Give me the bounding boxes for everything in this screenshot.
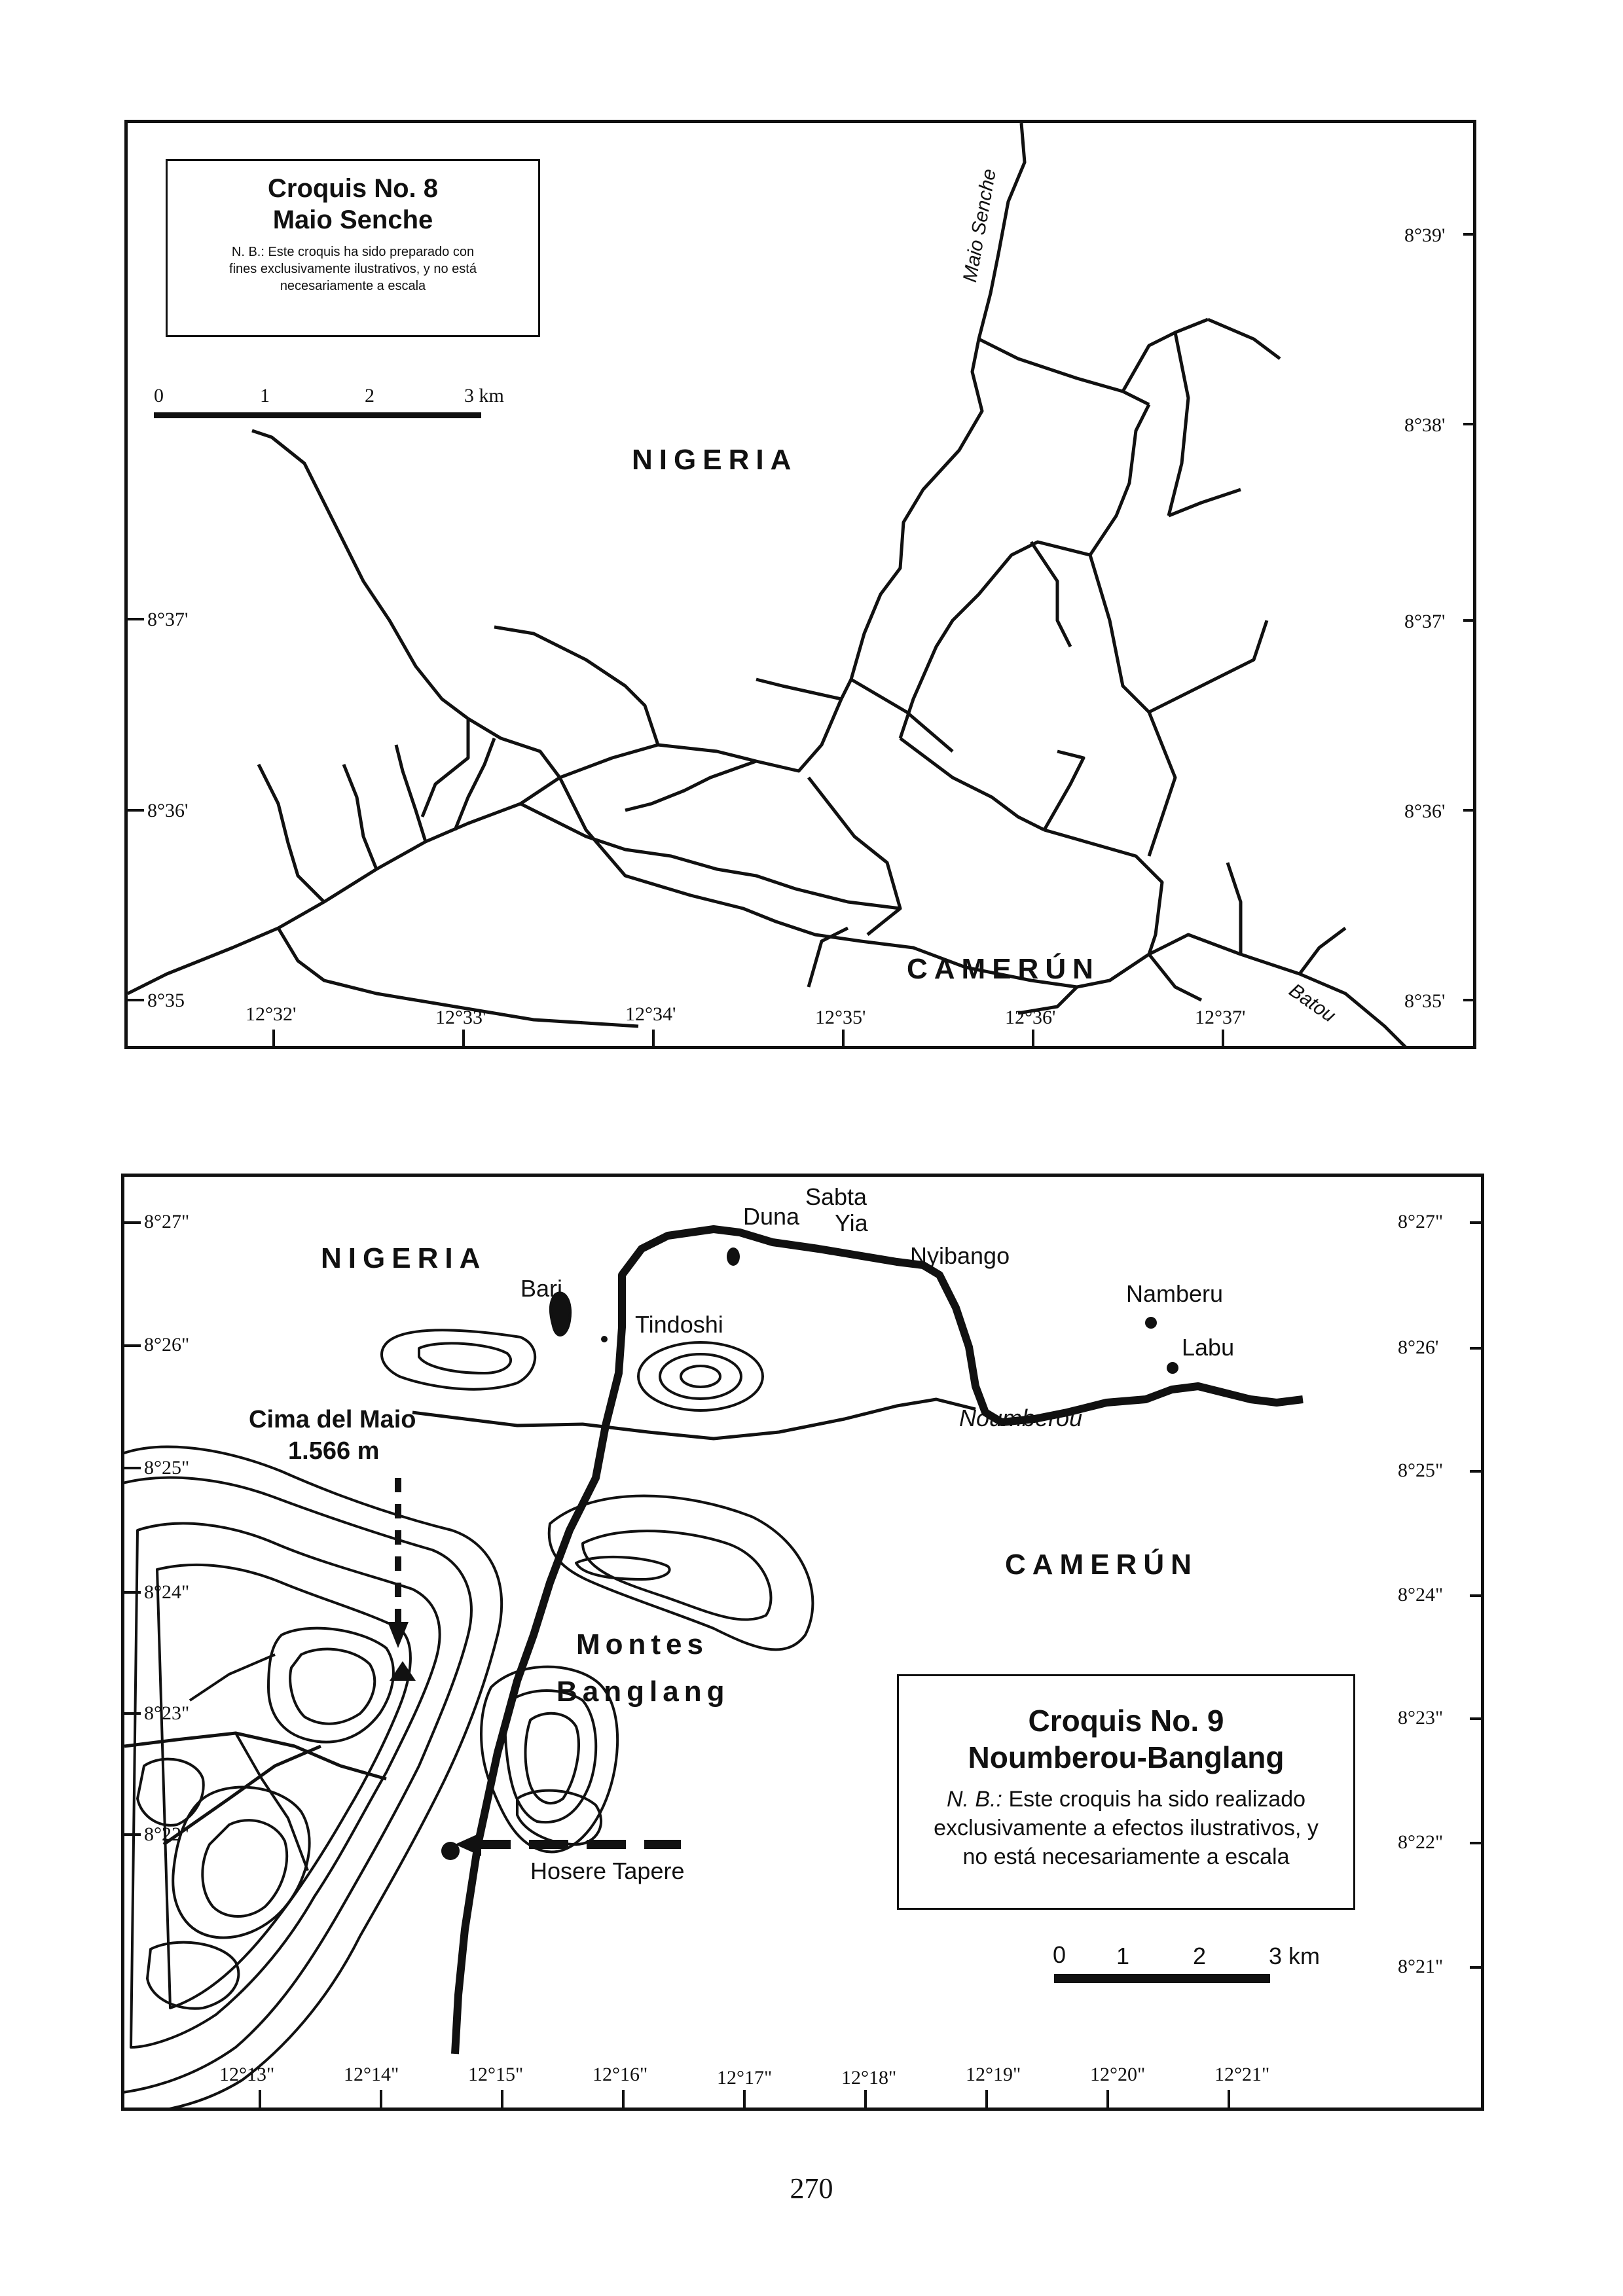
map2-note-text: Este croquis ha sido realizado exclusivamente a efectos ilustrativos, y no está necesariamente a escala — [934, 1787, 1319, 1869]
lon2-bottom-5: 12°18" — [841, 2067, 897, 2089]
lon2-bottom-0: 12°13" — [219, 2064, 275, 2085]
river-label-noumberou: Noumberou — [959, 1405, 1083, 1431]
river-branch — [900, 738, 1044, 830]
lon2-bottom-2: 12°15" — [468, 2064, 524, 2085]
lat2-left-5: 8°22" — [144, 1823, 190, 1845]
river-branch — [1169, 332, 1188, 516]
map2-note-prefix: N. B.: — [946, 1787, 1002, 1812]
lat2-right-4: 8°23" — [1398, 1707, 1444, 1729]
lon-bottom-0: 12°32' — [246, 1003, 297, 1025]
lon2-bottom-4: 12°17" — [717, 2067, 773, 2089]
scale2-tick-1: 1 — [1116, 1943, 1130, 1969]
lat2-left-3: 8°24" — [144, 1581, 190, 1603]
river-branch — [1044, 830, 1162, 954]
river-branch — [259, 764, 324, 902]
map2-legend-box — [897, 1674, 1355, 1910]
page-number: 270 — [790, 2172, 833, 2204]
river-branch — [252, 431, 468, 719]
lat-right-2: 8°37' — [1404, 611, 1446, 632]
lat-left-1: 8°36' — [147, 800, 189, 821]
summit-name: Cima del Maio — [249, 1406, 416, 1433]
river-branch — [1031, 542, 1070, 647]
river-branch — [1228, 863, 1241, 954]
lat-right-4: 8°35' — [1404, 990, 1446, 1012]
lat2-right-6: 8°21" — [1398, 1956, 1444, 1977]
map1-scale-bar — [154, 385, 520, 424]
map-croquis-8 — [124, 120, 1476, 1049]
scale-tick-1: 1 — [260, 385, 270, 406]
river-branch — [1208, 319, 1280, 359]
lat2-right-0: 8°27" — [1398, 1211, 1444, 1232]
river-branch — [1149, 954, 1201, 1000]
lat-right-3: 8°36' — [1404, 800, 1446, 822]
lat-right-0: 8°39' — [1404, 224, 1446, 246]
place-duna: Duna — [743, 1203, 800, 1230]
river-branch — [1149, 620, 1267, 712]
map-croquis-9 — [121, 1174, 1484, 2111]
river-branch — [494, 627, 658, 745]
lon-bottom-3: 12°35' — [815, 1007, 866, 1028]
map2-note — [919, 1785, 1334, 1871]
lat2-right-5: 8°22" — [1398, 1831, 1444, 1853]
lon-bottom-4: 12°36' — [1005, 1007, 1056, 1028]
scale-tick-2: 2 — [365, 385, 374, 406]
river-label-maio-senche: Maio Senche — [959, 167, 1000, 284]
map1-note: N. B.: Este croquis ha sido preparado con fines exclusivamente ilustrativos, y no está necesariamente a escala — [229, 245, 477, 293]
lat2-left-2: 8°25" — [144, 1457, 190, 1479]
lat2-left-0: 8°27" — [144, 1211, 190, 1232]
country-label-nigeria: NIGERIA — [632, 444, 798, 476]
range-label-montes: Montes — [576, 1628, 708, 1660]
map2-scale-bar — [1054, 1936, 1329, 1988]
map2-title: Croquis No. 9 — [1028, 1704, 1224, 1738]
river-branch — [520, 804, 900, 908]
river-label-batou: Batou — [1285, 979, 1340, 1027]
lon2-bottom-7: 12°20" — [1090, 2064, 1146, 2085]
map1-title: Croquis No. 8 — [267, 174, 439, 203]
river-branch — [344, 764, 376, 869]
country-label-cameroon-2: CAMERÚN — [1005, 1549, 1198, 1581]
place-hosere-tapere: Hosere Tapere — [530, 1857, 685, 1884]
lat2-left-4: 8°23" — [144, 1702, 190, 1724]
scale2-tick-3: 3 km — [1269, 1943, 1321, 1969]
place-labu: Labu — [1182, 1334, 1235, 1361]
river-branch — [560, 778, 1411, 1049]
lon2-bottom-6: 12°19" — [966, 2064, 1021, 2085]
lat2-right-3: 8°24" — [1398, 1584, 1444, 1605]
lat2-right-1: 8°26' — [1398, 1336, 1439, 1358]
river-branch — [422, 719, 468, 817]
river-branch — [756, 679, 841, 699]
lat-left-2: 8°35 — [147, 990, 185, 1011]
place-sabta: Sabta — [805, 1183, 867, 1210]
country-label-cameroon: CAMERÚN — [907, 953, 1100, 985]
summit-height: 1.566 m — [288, 1437, 380, 1465]
river-branch — [1090, 555, 1149, 712]
river-branch — [1123, 319, 1208, 391]
range-label-banglang: Banglang — [556, 1676, 730, 1708]
scale2-tick-0: 0 — [1053, 1941, 1067, 1968]
place-nyibango: Nyibango — [910, 1242, 1010, 1269]
river-branch — [1044, 751, 1084, 830]
river-branch — [625, 761, 756, 810]
river-branch — [979, 339, 1149, 404]
place-yia: Yia — [835, 1210, 868, 1236]
lon2-bottom-1: 12°14" — [344, 2064, 399, 2085]
map1-legend-box — [166, 159, 540, 337]
river-branch — [1149, 712, 1175, 856]
lon2-bottom-3: 12°16" — [593, 2064, 648, 2085]
scale-tick-3: 3 km — [464, 385, 504, 406]
lat-left-0: 8°37' — [147, 609, 189, 630]
place-bari: Bari — [520, 1275, 563, 1302]
noumberou-river — [412, 1399, 976, 1439]
river-branch — [1169, 490, 1241, 516]
place-namberu: Namberu — [1126, 1280, 1224, 1307]
lon-bottom-5: 12°37' — [1195, 1007, 1246, 1028]
lon-bottom-1: 12°33' — [435, 1007, 486, 1028]
country-label-nigeria-2: NIGERIA — [321, 1242, 487, 1274]
river-branch — [900, 404, 1149, 738]
lat2-left-1: 8°26" — [144, 1334, 190, 1355]
river-branch — [809, 778, 900, 935]
scale-tick-0: 0 — [154, 385, 164, 406]
river-branch — [396, 745, 426, 842]
lon-bottom-2: 12°34' — [625, 1003, 676, 1025]
place-tindoshi: Tindoshi — [635, 1311, 723, 1338]
lat2-right-2: 8°25" — [1398, 1460, 1444, 1481]
scale2-tick-2: 2 — [1193, 1943, 1207, 1969]
lon2-bottom-8: 12°21" — [1214, 2064, 1270, 2085]
map1-subtitle: Maio Senche — [272, 206, 433, 234]
lat-right-1: 8°38' — [1404, 414, 1446, 436]
map2-subtitle: Noumberou-Banglang — [968, 1740, 1285, 1774]
river-branch — [1300, 928, 1345, 974]
